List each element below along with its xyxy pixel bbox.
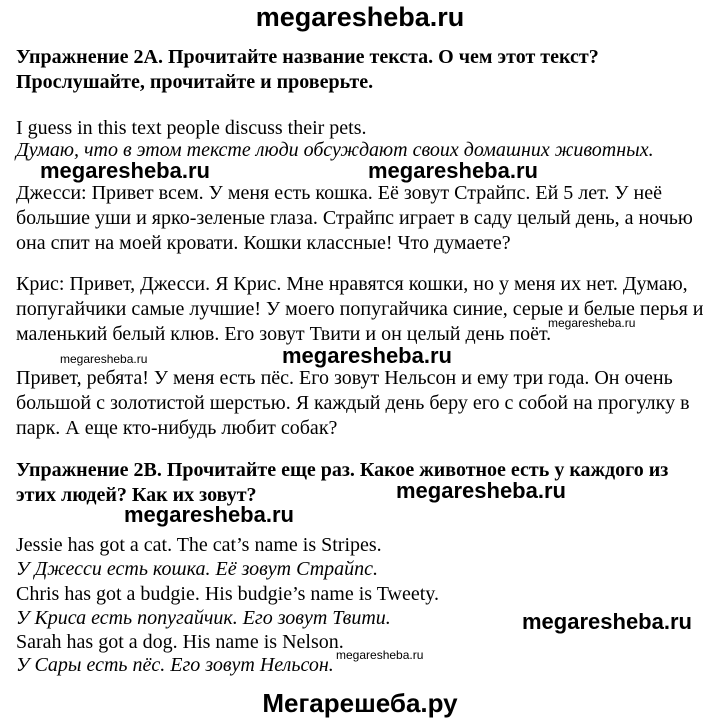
answer-russian: У Криса есть попугайчик. Его зовут Твити. [16,607,391,629]
watermark: megaresheba.ru [396,478,566,503]
watermark: megaresheba.ru [282,343,452,368]
answer-russian: У Сары есть пёс. Его зовут Нельсон. [16,654,334,676]
answer-english: Chris has got a budgie. His budgie’s name is Tweety. [16,583,439,605]
chris-line: попугайчики самые лучшие! У моего попугайчика синие, серые и белые перья и [16,298,704,320]
intro-english: I guess in this text people discuss their pets. [16,117,367,139]
answer-english: Jessie has got a cat. The cat’s name is Stripes. [16,534,382,556]
jessie-line: большие уши и ярко-зеленые глаза. Страйпс играет в саду целый день, а ночью [16,207,693,229]
watermark: megaresheba.ru [336,648,424,662]
watermark: megaresheba.ru [40,158,210,183]
intro-russian: Думаю, что в этом тексте люди обсуждают своих домашних животных. [16,139,654,161]
exercise-2b-title-line2: этих людей? Как их зовут? [16,484,257,506]
jessie-line: она спит на моей кровати. Кошки классные! Что думаете? [16,232,511,254]
chris-line: маленький белый клюв. Его зовут Твити и он целый день поёт. [16,323,552,345]
watermark: megaresheba.ru [548,316,636,330]
jessie-line: Джесси: Привет всем. У меня есть кошка. Её зовут Страйпс. Ей 5 лет. У неё [16,182,662,204]
sarah-line: большой с золотистой шерстью. Я каждый день беру его с собой на прогулку в [16,392,690,414]
exercise-2a-title-line1: Упражнение 2A. Прочитайте название текста. О чем этот текст? [16,46,599,68]
footer-title: Мегарешеба.ру [262,688,458,718]
answer-russian: У Джесси есть кошка. Её зовут Страйпс. [16,558,379,580]
chris-line: Крис: Привет, Джесси. Я Крис. Мне нравятся кошки, но у меня их нет. Думаю, [16,273,688,295]
watermark: megaresheba.ru [368,158,538,183]
exercise-2a-title-line2: Прослушайте, прочитайте и проверьте. [16,71,374,93]
watermark: megaresheba.ru [60,352,148,366]
site-header: megaresheba.ru [255,2,465,32]
watermark: megaresheba.ru [124,502,294,527]
watermark: megaresheba.ru [522,609,692,634]
exercise-2b-title-line1: Упражнение 2B. Прочитайте еще раз. Какое животное есть у каждого из [16,459,669,481]
sarah-line: Привет, ребята! У меня есть пёс. Его зовут Нельсон и ему три года. Он очень [16,367,673,389]
sarah-line: парк. А еще кто-нибудь любит собак? [16,417,338,439]
answer-english: Sarah has got a dog. His name is Nelson. [16,631,344,653]
